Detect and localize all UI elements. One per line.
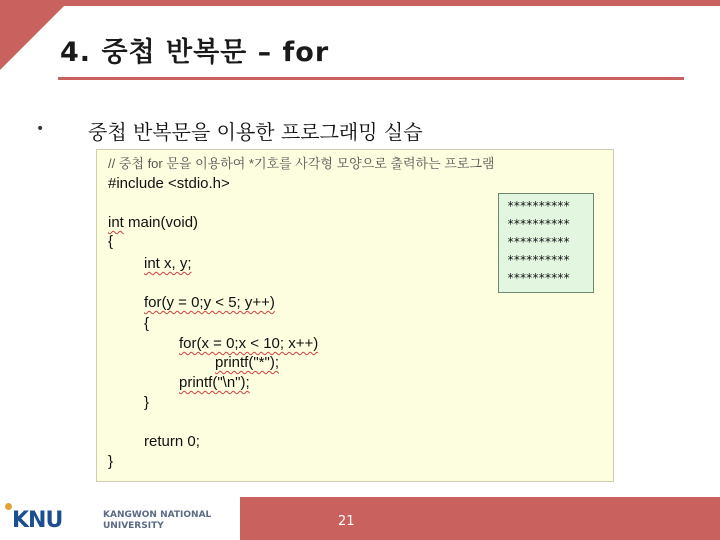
code-outer-for: for(y = 0;y < 5; y++) bbox=[144, 294, 275, 311]
top-accent-bar bbox=[0, 0, 720, 6]
university-name: KANGWON NATIONAL UNIVERSITY bbox=[103, 510, 212, 531]
code-return: return 0; bbox=[144, 433, 200, 450]
program-output-panel bbox=[498, 193, 594, 293]
output-line: ********** bbox=[507, 271, 570, 285]
code-newline-printf: printf("\n"); bbox=[179, 374, 250, 391]
code-inner-for: for(x = 0;x < 10; x++) bbox=[179, 335, 319, 352]
title-underline bbox=[58, 77, 684, 80]
code-include: #include <stdio.h> bbox=[108, 175, 230, 192]
output-line: ********** bbox=[507, 217, 570, 231]
code-inner-printf: printf("*"); bbox=[215, 354, 279, 371]
code-main-close-brace: } bbox=[108, 453, 114, 470]
slide-title: 4. 중첩 반복문 – for bbox=[60, 37, 330, 68]
code-main-open-brace: { bbox=[108, 233, 114, 250]
logo-dot-icon bbox=[5, 503, 12, 510]
code-comment: // 중첩 for 문을 이용하여 *기호를 사각형 모양으로 출력하는 프로그램 bbox=[108, 156, 495, 171]
code-outer-close-brace: } bbox=[144, 394, 150, 411]
code-int-keyword: int bbox=[108, 214, 124, 231]
code-declaration: int x, y; bbox=[144, 255, 192, 272]
slide-subtitle: 중첩 반복문을 이용한 프로그래밍 실습 bbox=[88, 120, 423, 144]
output-line: ********** bbox=[507, 199, 570, 213]
output-line: ********** bbox=[507, 253, 570, 267]
page-number: 21 bbox=[338, 514, 355, 529]
bullet-marker: • bbox=[36, 121, 45, 137]
output-line: ********** bbox=[507, 235, 570, 249]
knu-logo: KNU bbox=[12, 508, 63, 533]
code-outer-open-brace: { bbox=[144, 315, 150, 332]
code-main-signature bbox=[108, 213, 198, 232]
code-main-rest: main(void) bbox=[123, 214, 199, 231]
